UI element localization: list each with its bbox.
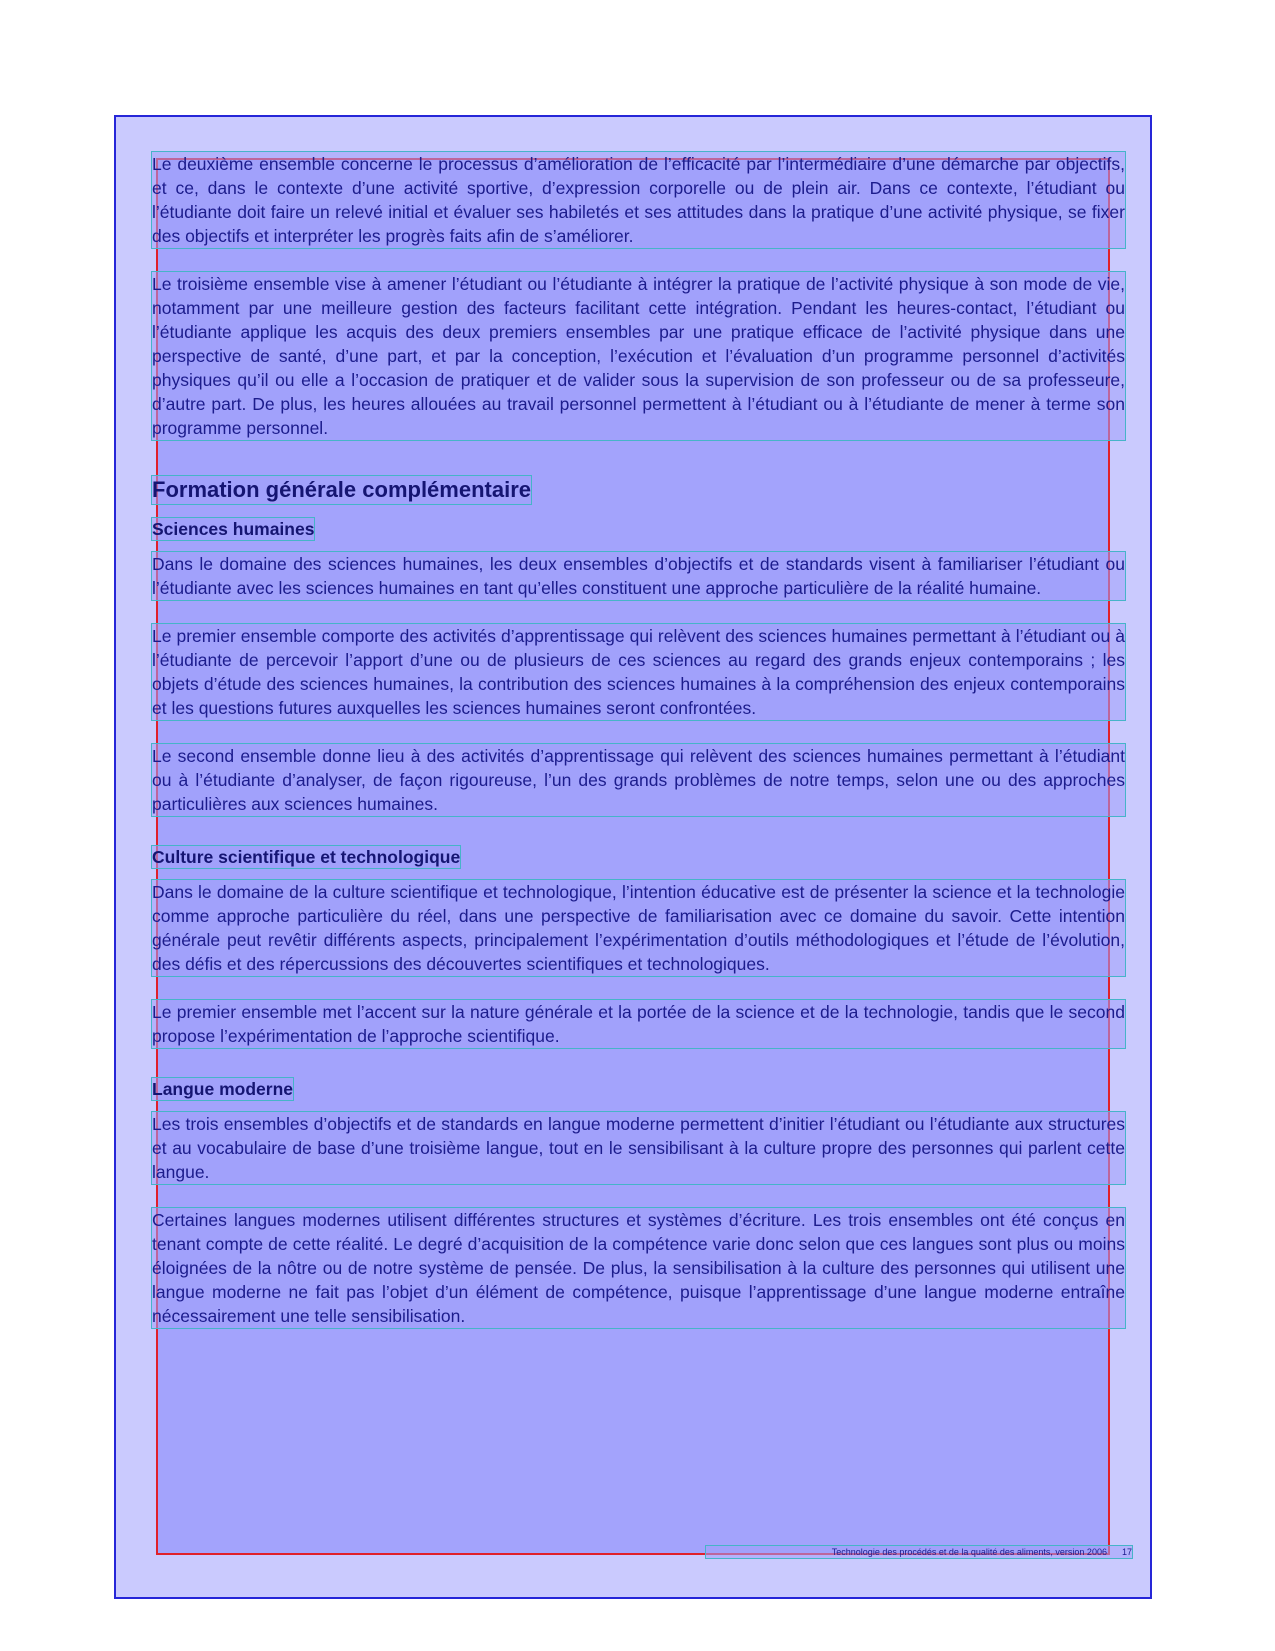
footer-page-number: 17 — [1121, 1547, 1132, 1557]
paragraph: Dans le domaine de la culture scientifique et technologique, l’intention éducative est de présenter la science et la technologie comme approche particulière du réel, dans une perspective de familiarisation avec ce domaine du savoir. Cette intention générale peut revêtir différents aspects, principalement l’expérimentation d’outils méthodologiques et l’étude de l’évolution, des défis et des répercussions des découvertes scientifiques et technologiques. — [152, 882, 1125, 974]
section-langue-moderne — [152, 1078, 1125, 1328]
document-body — [152, 152, 1125, 1328]
section-sciences-humaines — [152, 518, 1125, 816]
paragraph: Certaines langues modernes utilisent différentes structures et systèmes d’écriture. Les trois ensembles ont été conçus en tenant compte de cette réalité. Le degré d’acquisition de la compétence varie donc selon que ces langues sont plus ou moins éloignées de la nôtre ou de notre système de pensée. De plus, la sensibilisation à la culture des personnes qui utilisent une langue moderne ne fait pas l’objet d’un élément de compétence, puisque l’apprentissage d’une langue moderne entraîne nécessairement une telle sensibilisation. — [152, 1210, 1125, 1326]
paragraph: Le troisième ensemble vise à amener l’étudiant ou l’étudiante à intégrer la pratique de l’activité physique à son mode de vie, notamment par une meilleure gestion des facteurs facilitant cette intégration. Pendant les heures-contact, l’étudiant ou l’étudiante applique les acquis des deux premiers ensembles par une pratique efficace de l’activité physique dans une perspective de santé, d’une part, et par la conception, l’exécution et l’évaluation d’un programme personnel d’activités physiques qu’il ou elle a l’occasion de pratiquer et de valider sous la supervision de son professeur ou de sa professeure, d’autre part. De plus, les heures allouées au travail personnel permettent à l’étudiant ou à l’étudiante de mener à terme son programme personnel. — [152, 274, 1125, 438]
paragraph: Dans le domaine des sciences humaines, les deux ensembles d’objectifs et de standards visent à familiariser l’étudiant ou l’étudiante avec les sciences humaines en tant qu’elles constituent une approche particulière de la réalité humaine. — [152, 554, 1125, 598]
paragraph: Le second ensemble donne lieu à des activités d’apprentissage qui relèvent des sciences humaines permettant à l’étudiant ou à l’étudiante d’analyser, de façon rigoureuse, l’un des grands problèmes de notre temps, selon une ou des approches particulières aux sciences humaines. — [152, 746, 1125, 814]
intro-block — [152, 152, 1125, 440]
paragraph: Le premier ensemble met l’accent sur la nature générale et la portée de la science et de la technologie, tandis que le second propose l’expérimentation de l’approche scientifique. — [152, 1002, 1125, 1046]
subsection-heading: Culture scientifique et technologique — [152, 847, 461, 867]
subsection-heading: Sciences humaines — [152, 519, 315, 539]
subsection-heading: Langue moderne — [152, 1079, 293, 1099]
paragraph: Le deuxième ensemble concerne le processus d’amélioration de l’efficacité par l’intermédiaire d’une démarche par objectifs, et ce, dans le contexte d’une activité sportive, d’expression corporelle ou de plein air. Dans ce contexte, l’étudiant ou l’étudiante doit faire un relevé initial et évaluer ses habiletés et ses attitudes dans la pratique d’une activité physique, se fixer des objectifs et interpréter les progrès faits afin de s’améliorer. — [152, 154, 1125, 246]
paragraph: Les trois ensembles d’objectifs et de standards en langue moderne permettent d’initier l’étudiant ou l’étudiante aux structures et au vocabulaire de base d’une troisième langue, tout en le sensibilisant à la culture propre des personnes qui parlent cette langue. — [152, 1114, 1125, 1182]
paragraph: Le premier ensemble comporte des activités d’apprentissage qui relèvent des sciences humaines permettant à l’étudiant ou à l’étudiante de percevoir l’apport d’une ou de plusieurs de ces sciences au regard des grands enjeux contemporains ; les objets d’étude des sciences humaines, la contribution des sciences humaines à la compréhension des enjeux contemporains et les questions futures auxquelles les sciences humaines seront confrontées. — [152, 626, 1125, 718]
footer-document-title: Technologie des procédés et de la qualité des aliments, version 2006 — [831, 1547, 1107, 1557]
section-culture-scientifique — [152, 846, 1125, 1048]
page-footer — [706, 1546, 1132, 1558]
section-heading: Formation générale complémentaire — [152, 477, 531, 502]
